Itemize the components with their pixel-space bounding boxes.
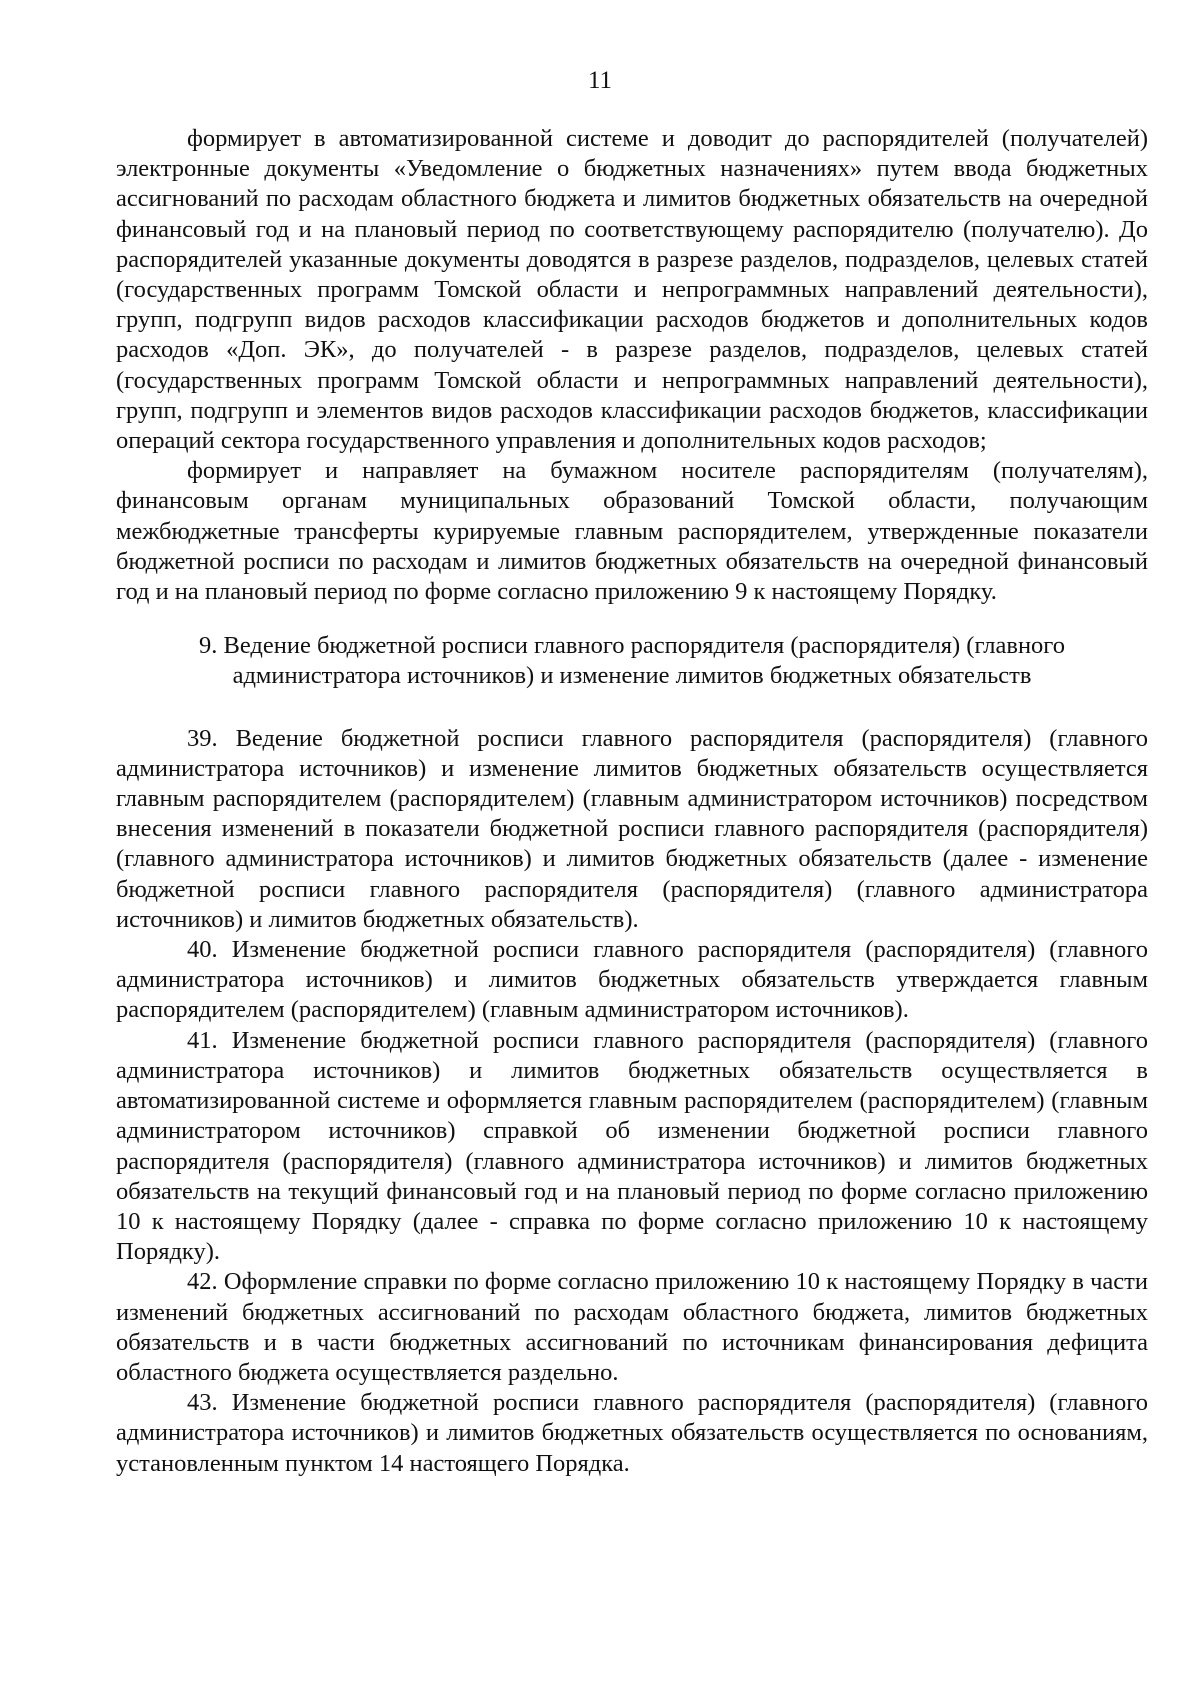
section-heading bbox=[116, 631, 1148, 691]
paragraph-forms-notifications: формирует в автоматизированной системе и доводит до распорядителей (получателей) электронные документы «Уведомление о бюджетных назначениях» путем ввода бюджетных ассигнований по расходам областного бюджета и лимитов бюджетных обязательств на очередной финансовый год и на плановый период по соответствующему распорядителю (получателю). До распорядителей указанные документы доводятся в разрезе разделов, подразделов, целевых статей (государственных программ Томской области и непрограммных направлений деятельности), групп, подгрупп видов расходов классификации расходов бюджетов и дополнительных кодов расходов «Доп. ЭК», до получателей - в разрезе разделов, подразделов, целевых статей (государственных программ Томской области и непрограммных направлений деятельности), групп, подгрупп и элементов видов расходов классификации расходов бюджетов, классификации операций сектора государственного управления и дополнительных кодов расходов; bbox=[116, 125, 1148, 455]
paragraph-39: 39. Ведение бюджетной росписи главного распорядителя (распорядителя) (главного администратора источников) и изменение лимитов бюджетных обязательств осуществляется главным распорядителем (распорядителем) (главным администратором источников) посредством внесения изменений в показатели бюджетной росписи главного распорядителя (распорядителя) (главного администратора источников) и лимитов бюджетных обязательств (далее - изменение бюджетной росписи главного распорядителя (распорядителя) (главного администратора источников) и лимитов бюджетных обязательств). bbox=[116, 724, 1148, 933]
page-number: 11 bbox=[587, 67, 613, 94]
paragraph-42: 42. Оформление справки по форме согласно приложению 10 к настоящему Порядку в части изменений бюджетных ассигнований по расходам областного бюджета, лимитов бюджетных обязательств и в части бюджетных ассигнований по источникам финансирования дефицита областного бюджета осуществляется раздельно. bbox=[116, 1268, 1148, 1386]
spacer bbox=[116, 692, 1148, 724]
section-heading-line-2: администратора источников) и изменение лимитов бюджетных обязательств bbox=[232, 662, 1032, 690]
paragraph-43: 43. Изменение бюджетной росписи главного распорядителя (распорядителя) (главного администратора источников) и лимитов бюджетных обязательств осуществляется по основаниям, установленным пунктом 14 настоящего Порядка. bbox=[116, 1389, 1148, 1477]
paragraph-41: 41. Изменение бюджетной росписи главного распорядителя (распорядителя) (главного администратора источников) и лимитов бюджетных обязательств осуществляется в автоматизированной системе и оформляется главным распорядителем (распорядителем) (главным администратором источников) справкой об изменении бюджетной росписи главного распорядителя (распорядителя) (главного администратора источников) и лимитов бюджетных обязательств на текущий финансовый год и на плановый период по форме согласно приложению 10 к настоящему Порядку (далее - справка по форме согласно приложению 10 к настоящему Порядку). bbox=[116, 1026, 1148, 1266]
document-body bbox=[116, 124, 1148, 1479]
paragraph-40: 40. Изменение бюджетной росписи главного распорядителя (распорядителя) (главного администратора источников) и лимитов бюджетных обязательств утверждается главным распорядителем (распорядителем) (главным администратором источников). bbox=[116, 936, 1148, 1024]
paragraph-forms-paper-approval: формирует и направляет на бумажном носителе распорядителям (получателям), финансовым органам муниципальных образований Томской области, получающим межбюджетные трансферты курируемые главным распорядителем, утвержденные показатели бюджетной росписи по расходам и лимитов бюджетных обязательств на очередной финансовый год и на плановый период по форме согласно приложению 9 к настоящему Порядку. bbox=[116, 457, 1148, 606]
section-heading-line-1: 9. Ведение бюджетной росписи главного распорядителя (распорядителя) (главного bbox=[198, 632, 1065, 660]
